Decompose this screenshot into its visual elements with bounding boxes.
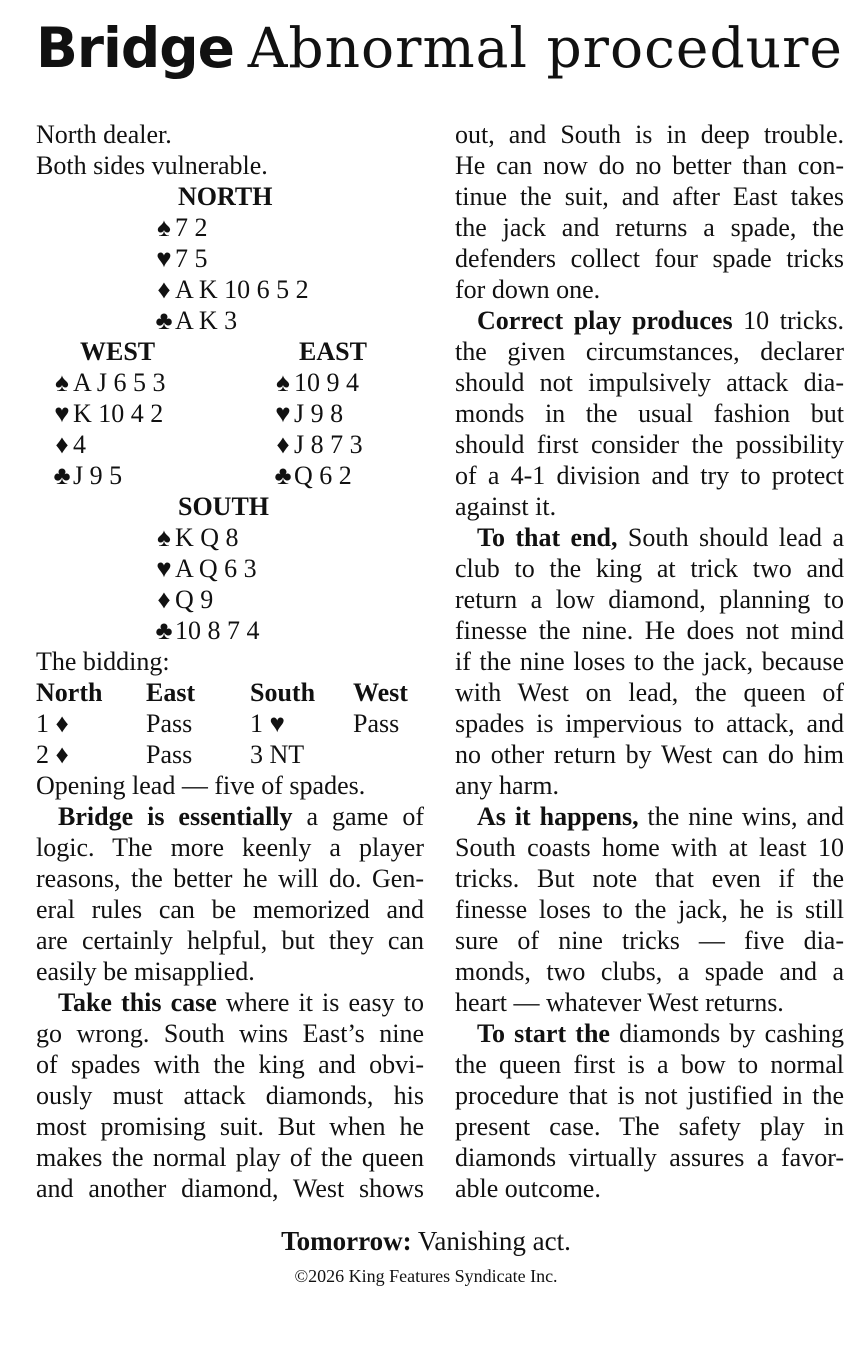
lead-in: Take this case bbox=[58, 988, 217, 1017]
bidding-header-row bbox=[36, 677, 424, 708]
west-east-diamonds-row bbox=[36, 429, 424, 460]
west-clubs: J 9 5 bbox=[73, 461, 123, 490]
south-diamonds-row bbox=[36, 584, 424, 615]
club-suit-icon: ♣ bbox=[53, 461, 71, 490]
north-spades-row bbox=[36, 212, 424, 243]
north-diamonds-row bbox=[36, 274, 424, 305]
article-line bbox=[36, 987, 424, 1018]
article-line: club to the king at trick two and bbox=[455, 554, 844, 583]
south-hearts-row bbox=[36, 553, 424, 584]
article-line: ously must attack diamonds, his bbox=[36, 1081, 424, 1110]
article-line: tricks. But note that even if the bbox=[455, 864, 844, 893]
heart-suit-icon: ♥ bbox=[156, 244, 172, 273]
west-spades: A J 6 5 3 bbox=[73, 368, 166, 397]
headline-title: Abnormal procedure bbox=[247, 16, 843, 80]
article-line: finesse loses to the jack, he is still bbox=[455, 895, 844, 924]
article-line: go wrong. South wins East’s nine bbox=[36, 1019, 424, 1048]
article-line: eral rules can be memorized and bbox=[36, 895, 424, 924]
bidding-label: The bidding: bbox=[36, 647, 170, 676]
north-hearts: 7 5 bbox=[175, 244, 208, 273]
article-line: monds, two clubs, a spade and a bbox=[455, 957, 844, 986]
north-clubs-row bbox=[36, 305, 424, 336]
article-line: with West on lead, the queen of bbox=[455, 678, 844, 707]
article-line: monds in the usual fashion but bbox=[455, 399, 844, 428]
south-spades-row bbox=[36, 522, 424, 553]
article-line: tinue the suit, and after East takes bbox=[455, 182, 844, 211]
west-east-spades-row bbox=[36, 367, 424, 398]
article-line: if the nine loses to the jack, because bbox=[455, 647, 844, 676]
east-hearts: J 9 8 bbox=[294, 399, 344, 428]
article-line: makes the normal play of the queen bbox=[36, 1143, 424, 1172]
article-line: He can now do no better than con- bbox=[455, 151, 844, 180]
article-line: able outcome. bbox=[455, 1174, 601, 1203]
club-suit-icon: ♣ bbox=[155, 306, 173, 335]
diamond-suit-icon: ♦ bbox=[157, 585, 171, 614]
bid: 2 ♦ bbox=[36, 740, 69, 769]
article-line: should first consider the possibility bbox=[455, 430, 844, 459]
south-diamonds: Q 9 bbox=[175, 585, 214, 614]
west-label: WEST bbox=[80, 337, 156, 366]
bidding-header: South bbox=[250, 678, 316, 707]
south-spades: K Q 8 bbox=[175, 523, 239, 552]
bid: Pass bbox=[146, 709, 193, 738]
south-hearts: A Q 6 3 bbox=[175, 554, 257, 583]
bidding-row bbox=[36, 708, 424, 739]
article-line: most promising suit. But when he bbox=[36, 1112, 424, 1141]
article-line: are certainly helpful, but they can bbox=[36, 926, 424, 955]
left-column bbox=[36, 119, 424, 1204]
article-line bbox=[455, 801, 844, 832]
heart-suit-icon: ♥ bbox=[54, 399, 70, 428]
club-suit-icon: ♣ bbox=[274, 461, 292, 490]
article-line: any harm. bbox=[455, 771, 559, 800]
spade-suit-icon: ♠ bbox=[157, 213, 171, 242]
article-line bbox=[455, 305, 844, 336]
article-line bbox=[455, 1018, 844, 1049]
west-diamonds: 4 bbox=[73, 430, 86, 459]
south-clubs-row bbox=[36, 615, 424, 646]
article-line: the queen first is a bow to normal bbox=[455, 1050, 844, 1079]
tomorrow-text: Vanishing act. bbox=[411, 1226, 571, 1256]
south-hand-label-row bbox=[36, 491, 424, 522]
north-clubs: A K 3 bbox=[175, 306, 238, 335]
lead-in: As it happens, bbox=[477, 802, 639, 831]
lead-in: To that end, bbox=[477, 523, 618, 552]
diamond-suit-icon: ♦ bbox=[55, 430, 69, 459]
article-line bbox=[455, 522, 844, 553]
article-line: spades is impervious to attack, and bbox=[455, 709, 844, 738]
article-line: South coasts home with at least 10 bbox=[455, 833, 844, 862]
bidding-header: North bbox=[36, 678, 103, 707]
north-spades: 7 2 bbox=[175, 213, 208, 242]
article-text: where it is easy to bbox=[216, 988, 424, 1017]
article-line: easily be misapplied. bbox=[36, 957, 255, 986]
heart-suit-icon: ♥ bbox=[156, 554, 172, 583]
south-clubs: 10 8 7 4 bbox=[175, 616, 260, 645]
bidding-row bbox=[36, 739, 424, 770]
right-column bbox=[455, 119, 844, 1204]
bidding-header: West bbox=[353, 678, 408, 707]
article-text: South should lead a bbox=[617, 523, 844, 552]
article-line: no other return by West can do him bbox=[455, 740, 844, 769]
opening-lead: Opening lead — five of spades. bbox=[36, 771, 366, 800]
article-line: should not impulsively attack dia- bbox=[455, 368, 844, 397]
article-line: sure of nine tricks — five dia- bbox=[455, 926, 844, 955]
club-suit-icon: ♣ bbox=[155, 616, 173, 645]
west-east-clubs-row bbox=[36, 460, 424, 491]
dealer-line: North dealer. bbox=[36, 120, 172, 149]
bid: 1 ♦ bbox=[36, 709, 69, 738]
lead-in: Correct play produces bbox=[477, 306, 733, 335]
article-line: return a low diamond, planning to bbox=[455, 585, 844, 614]
article-line bbox=[36, 801, 424, 832]
south-label: SOUTH bbox=[178, 492, 270, 521]
article-line: diamonds virtually assures a favor- bbox=[455, 1143, 844, 1172]
west-hearts: K 10 4 2 bbox=[73, 399, 164, 428]
diamond-suit-icon: ♦ bbox=[157, 275, 171, 304]
east-diamonds: J 8 7 3 bbox=[294, 430, 363, 459]
bid: 3 NT bbox=[250, 740, 305, 769]
article-line: against it. bbox=[455, 492, 557, 521]
bid: Pass bbox=[353, 709, 400, 738]
heart-suit-icon: ♥ bbox=[275, 399, 291, 428]
spade-suit-icon: ♠ bbox=[157, 523, 171, 552]
article-text: 10 tricks. bbox=[743, 306, 844, 335]
headline-kicker: Bridge bbox=[36, 16, 234, 80]
article-line: and another diamond, West shows bbox=[36, 1174, 424, 1203]
west-east-hearts-row bbox=[36, 398, 424, 429]
north-diamonds: A K 10 6 5 2 bbox=[175, 275, 309, 304]
diamond-suit-icon: ♦ bbox=[276, 430, 290, 459]
article-line: the jack and returns a spade, the bbox=[455, 213, 844, 242]
tomorrow-label: Tomorrow: bbox=[281, 1226, 412, 1256]
east-clubs: Q 6 2 bbox=[294, 461, 352, 490]
copyright: ©2026 King Features Syndicate Inc. bbox=[294, 1266, 558, 1286]
article-text: diamonds by cashing bbox=[609, 1019, 844, 1048]
article-text: the nine wins, and bbox=[638, 802, 844, 831]
headline bbox=[36, 14, 843, 83]
bid: 1 ♥ bbox=[250, 709, 285, 738]
article-line: the given circumstances, declarer bbox=[455, 337, 844, 366]
article-line: of spades with the king and obvi- bbox=[36, 1050, 424, 1079]
spade-suit-icon: ♠ bbox=[55, 368, 69, 397]
west-east-label-row bbox=[36, 336, 424, 367]
north-hearts-row bbox=[36, 243, 424, 274]
east-label: EAST bbox=[299, 337, 367, 366]
article-line: for down one. bbox=[455, 275, 601, 304]
north-label: NORTH bbox=[178, 182, 273, 211]
tomorrow-teaser bbox=[0, 1224, 852, 1258]
article-line: of a 4-1 division and try to protect bbox=[455, 461, 844, 490]
lead-in: To start the bbox=[477, 1019, 610, 1048]
article-line: present case. The safety play in bbox=[455, 1112, 844, 1141]
spade-suit-icon: ♠ bbox=[276, 368, 290, 397]
article-line: procedure that is not justified in the bbox=[455, 1081, 844, 1110]
vulnerability-line: Both sides vulnerable. bbox=[36, 151, 268, 180]
article-line: finesse the nine. He does not mind bbox=[455, 616, 844, 645]
bid: Pass bbox=[146, 740, 193, 769]
article-line: defenders collect four spade tricks bbox=[455, 244, 844, 273]
article-line: out, and South is in deep trouble. bbox=[455, 120, 844, 149]
article-line: reasons, the better he will do. Gen- bbox=[36, 864, 424, 893]
article-line: logic. The more keenly a player bbox=[36, 833, 424, 862]
bidding-header: East bbox=[146, 678, 196, 707]
lead-in: Bridge is essentially bbox=[58, 802, 293, 831]
east-spades: 10 9 4 bbox=[294, 368, 359, 397]
article-line: heart — whatever West returns. bbox=[455, 988, 784, 1017]
article-text: a game of bbox=[292, 802, 424, 831]
north-hand-label-row bbox=[36, 181, 424, 212]
